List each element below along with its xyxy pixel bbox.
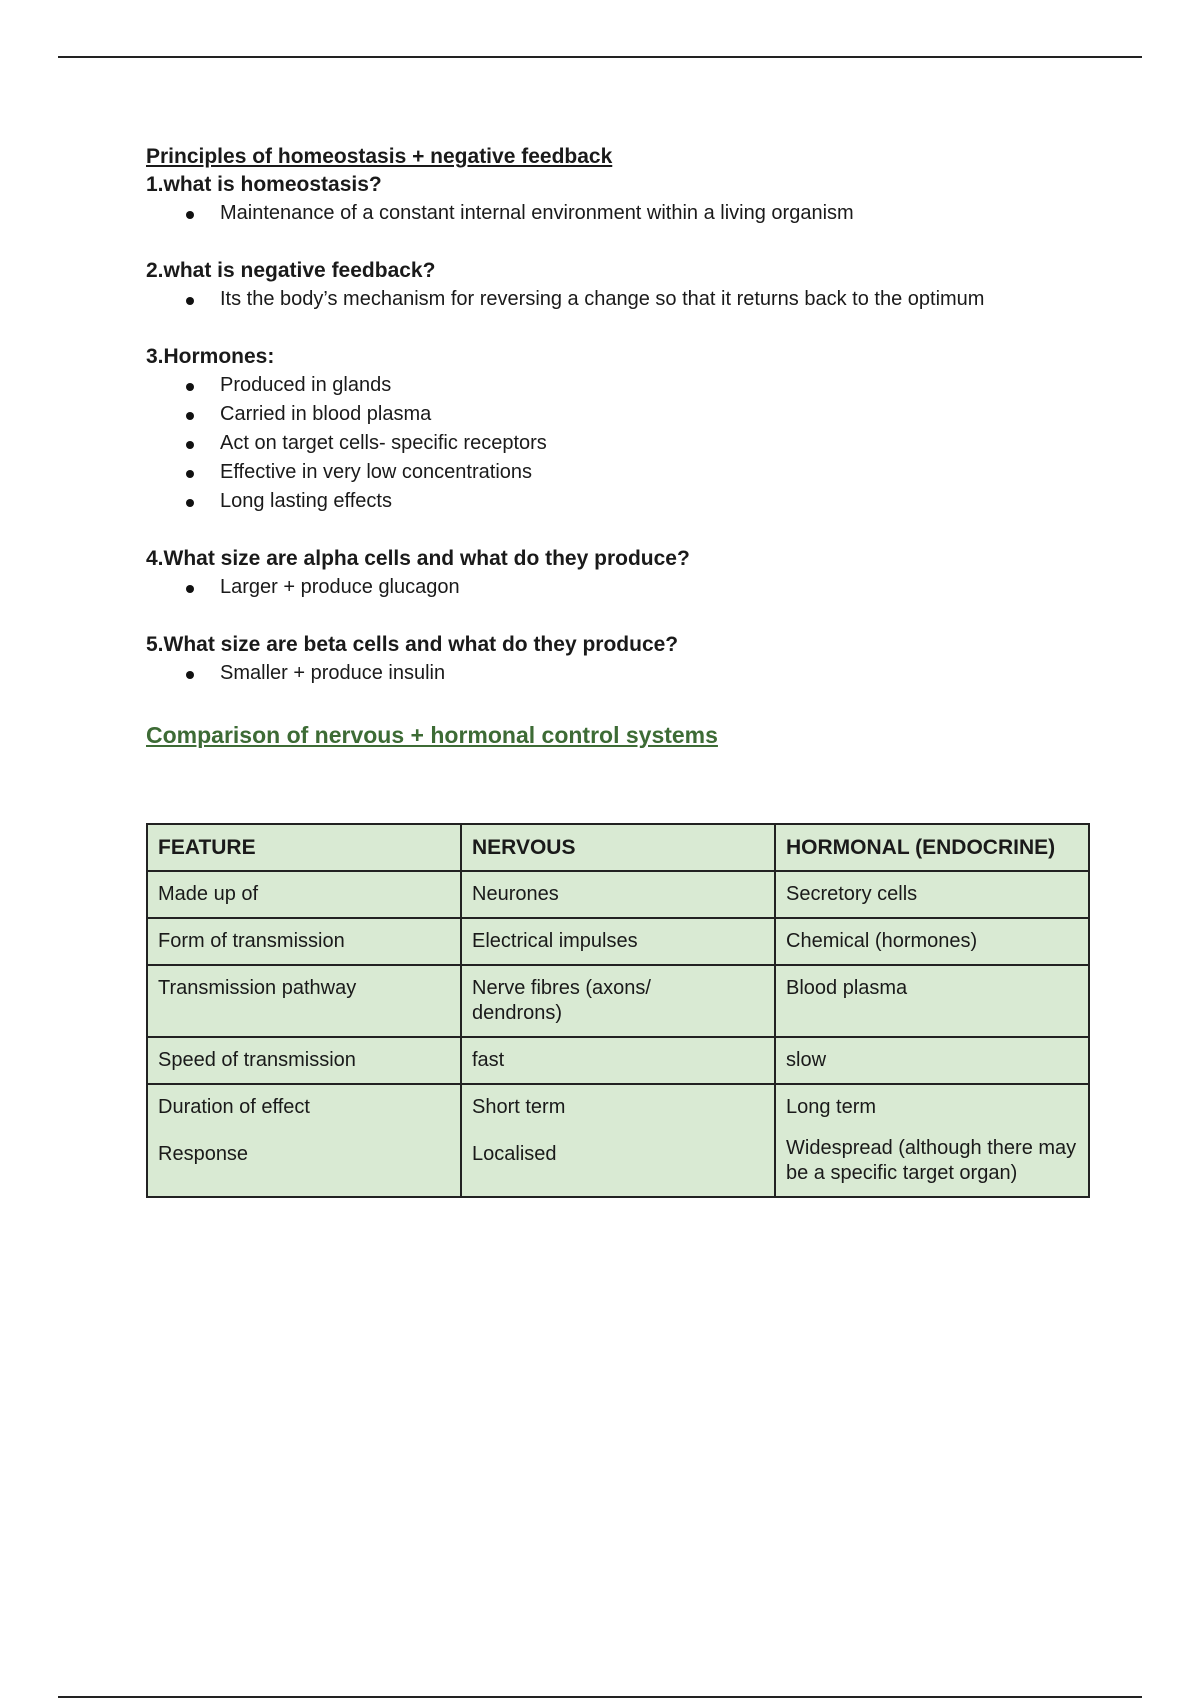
answer-list: [146, 573, 1096, 602]
notes-content: [146, 143, 1096, 750]
answer-bullet: Long lasting effects: [186, 487, 1096, 516]
question-heading: 2.what is negative feedback?: [146, 259, 436, 282]
answer-list: [146, 285, 1096, 314]
table-cell: [775, 1084, 1089, 1197]
table-cell-line: Widespread (although there may be a specific target organ): [786, 1137, 1077, 1184]
table-cell-line: Localised: [472, 1143, 557, 1165]
table-row: [147, 918, 1089, 965]
top-page-rule: [58, 56, 1142, 58]
table-cell: Made up of: [147, 871, 461, 918]
table-cell-line: Response: [158, 1143, 249, 1165]
table-header-row: [147, 824, 1089, 871]
table-row: [147, 871, 1089, 918]
answer-list: [146, 659, 1096, 688]
question-block-2: [146, 257, 1096, 314]
table-cell: Nerve fibres (axons/ dendrons): [461, 965, 775, 1037]
table-cell-line: Short term: [472, 1096, 566, 1118]
document-title: Principles of homeostasis + negative feedback: [146, 145, 613, 168]
table-row: [147, 965, 1089, 1037]
table-cell: fast: [461, 1037, 775, 1084]
comparison-table: [146, 823, 1090, 1198]
answer-bullet: Carried in blood plasma: [186, 400, 1096, 429]
answer-bullet: Its the body’s mechanism for reversing a change so that it returns back to the optimum: [186, 285, 1096, 314]
table-cell-line: Duration of effect: [158, 1096, 310, 1118]
answer-bullet: Act on target cells- specific receptors: [186, 429, 1096, 458]
comparison-heading: Comparison of nervous + hormonal control systems: [146, 722, 718, 748]
answer-list: [146, 371, 1096, 516]
table-cell: Neurones: [461, 871, 775, 918]
answer-bullet: Smaller + produce insulin: [186, 659, 1096, 688]
header-nervous: NERVOUS: [461, 824, 775, 871]
question-block-4: [146, 545, 1096, 602]
question-block-1: [146, 171, 1096, 228]
table-cell-line: Long term: [786, 1096, 877, 1118]
table-cell: [147, 1084, 461, 1197]
table-cell: Chemical (hormones): [775, 918, 1089, 965]
table-cell: [461, 1084, 775, 1197]
table-cell: slow: [775, 1037, 1089, 1084]
table-cell: Blood plasma: [775, 965, 1089, 1037]
answer-bullet: Larger + produce glucagon: [186, 573, 1096, 602]
table-cell: Secretory cells: [775, 871, 1089, 918]
bottom-page-rule: [58, 1696, 1142, 1698]
question-heading: 5.What size are beta cells and what do they produce?: [146, 633, 679, 656]
question-heading: 1.what is homeostasis?: [146, 173, 382, 196]
question-block-5: [146, 631, 1096, 688]
answer-list: [146, 199, 1096, 228]
question-block-3: [146, 343, 1096, 516]
answer-bullet: Effective in very low concentrations: [186, 458, 1096, 487]
header-hormonal: HORMONAL (ENDOCRINE): [775, 824, 1089, 871]
question-heading: 4.What size are alpha cells and what do they produce?: [146, 547, 690, 570]
question-heading: 3.Hormones:: [146, 345, 275, 368]
table-cell: Form of transmission: [147, 918, 461, 965]
answer-bullet: Maintenance of a constant internal environment within a living organism: [186, 199, 1096, 228]
header-feature: FEATURE: [147, 824, 461, 871]
table-row-merged: [147, 1084, 1089, 1197]
table-cell: Transmission pathway: [147, 965, 461, 1037]
answer-bullet: Produced in glands: [186, 371, 1096, 400]
table-row: [147, 1037, 1089, 1084]
table-cell: Electrical impulses: [461, 918, 775, 965]
table-cell: Speed of transmission: [147, 1037, 461, 1084]
